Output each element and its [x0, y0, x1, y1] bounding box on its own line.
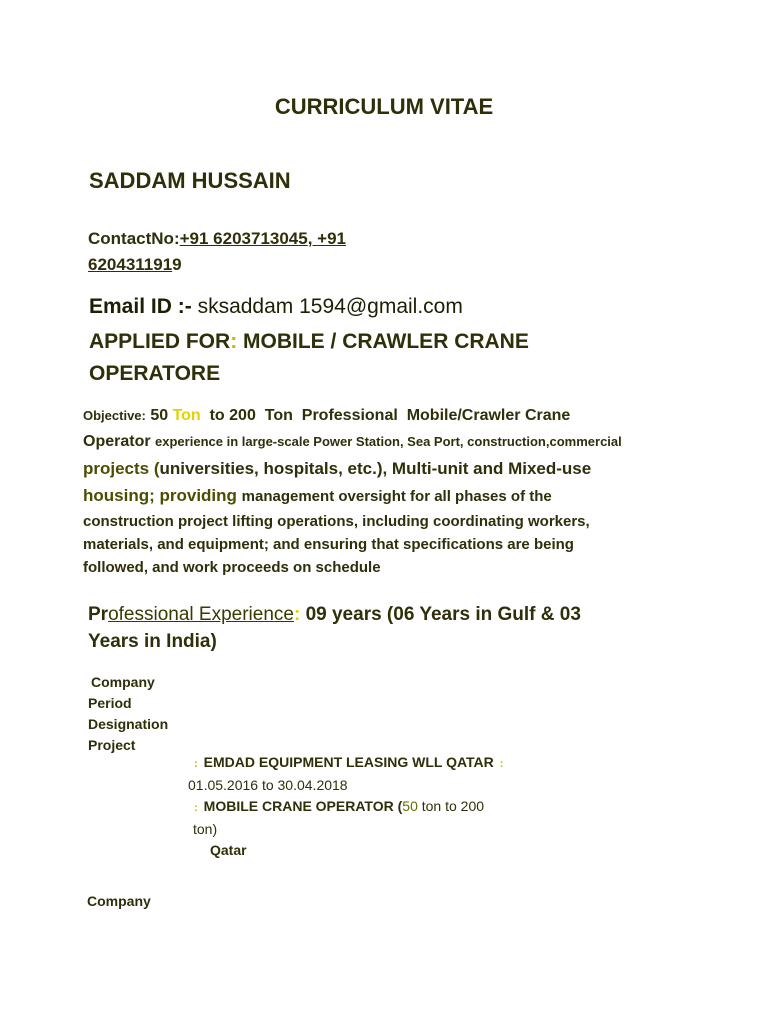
objective-text: experience in large-scale Power Station, Sea Port, construction,commercial	[155, 434, 622, 449]
objective-line-6: materials, and equipment; and ensuring that specifications are being	[83, 536, 574, 553]
objective-line-3	[83, 455, 683, 482]
job-2-company-label: Company	[87, 893, 151, 909]
objective-text: and Mixed-use	[473, 459, 592, 478]
objective-line-7: followed, and work proceeds on schedule	[83, 559, 381, 576]
job-1-values	[188, 752, 509, 861]
objective-text: Ton	[172, 407, 201, 424]
objective-line-1	[83, 403, 683, 428]
experience-line-2: Years in India)	[88, 631, 217, 652]
email-line	[89, 295, 463, 319]
objective-text: management oversight for all phases of the	[241, 488, 552, 505]
experience-separator: :	[293, 604, 301, 625]
applied-position: MOBILE / CRAWLER CRANE	[243, 330, 529, 353]
label-project: Project	[88, 737, 136, 753]
experience-years: 09 years (06 Years in Gulf & 03	[305, 604, 581, 625]
colon: :	[499, 758, 504, 770]
phone-2-number[interactable]: 620431191	[88, 255, 173, 274]
contact-line-1	[88, 226, 346, 252]
objective-text: 50	[150, 407, 169, 424]
experience-summary	[88, 601, 581, 655]
value-project: Qatar	[210, 842, 247, 858]
applied-separator: :	[230, 330, 238, 353]
email-separator: :-	[177, 295, 192, 318]
value-designation	[188, 796, 509, 819]
job-1-labels	[88, 672, 168, 756]
label-designation: Designation	[88, 716, 169, 732]
value-company	[188, 752, 509, 775]
label-period: Period	[88, 695, 132, 711]
objective-text: housing; providing	[83, 486, 237, 505]
objective-text: projects (	[83, 459, 160, 478]
objective-text: Mobile/Crawler Crane	[406, 407, 571, 424]
experience-label-prefix: Pr	[88, 604, 109, 625]
colon: :	[194, 802, 198, 814]
company-name: EMDAD EQUIPMENT LEASING WLL QATAR	[203, 754, 494, 770]
objective-paragraph	[83, 403, 683, 579]
colon: :	[194, 758, 198, 770]
phone-1[interactable]: +91 6203713045	[179, 229, 308, 248]
objective-line-2	[83, 428, 683, 455]
contact-label: ContactNo:	[88, 229, 180, 248]
contact-block	[88, 226, 346, 278]
candidate-name: SADDAM HUSSAIN	[89, 168, 291, 193]
phone-2-prefix[interactable]: +91	[317, 229, 347, 248]
objective-label: Objective:	[83, 408, 146, 423]
objective-text: to 200	[209, 407, 256, 424]
value-designation-cont: ton)	[193, 821, 218, 837]
experience-line-1	[88, 601, 581, 628]
applied-for-block	[89, 326, 529, 390]
objective-line-4	[83, 482, 683, 510]
designation-text: MOBILE CRANE OPERATOR (	[203, 798, 403, 814]
experience-label: ofessional Experience	[108, 604, 294, 625]
phone-2-tail: 9	[172, 255, 182, 274]
email-label: Email ID	[89, 295, 172, 318]
page-title: CURRICULUM VITAE	[274, 94, 494, 119]
contact-line-2	[88, 252, 346, 278]
objective-text: Operator	[83, 433, 151, 450]
objective-line-5: construction project lifting operations, including coordinating workers,	[83, 513, 590, 530]
objective-text: Professional	[301, 407, 398, 424]
designation-text: ton to 200	[421, 798, 485, 814]
applied-label: APPLIED FOR	[89, 330, 231, 353]
phone-separator: ,	[307, 229, 318, 248]
label-company: Company	[91, 674, 155, 690]
value-period: 01.05.2016 to 30.04.2018	[188, 777, 348, 793]
email-value[interactable]: sksaddam 1594@gmail.com	[197, 295, 463, 318]
applied-line-1	[89, 326, 529, 358]
designation-number: 50	[402, 798, 418, 814]
applied-line-2: OPERATORE	[89, 362, 221, 385]
objective-text: universities, hospitals, etc.), Multi-unit	[159, 459, 469, 478]
objective-text: Ton	[264, 407, 293, 424]
